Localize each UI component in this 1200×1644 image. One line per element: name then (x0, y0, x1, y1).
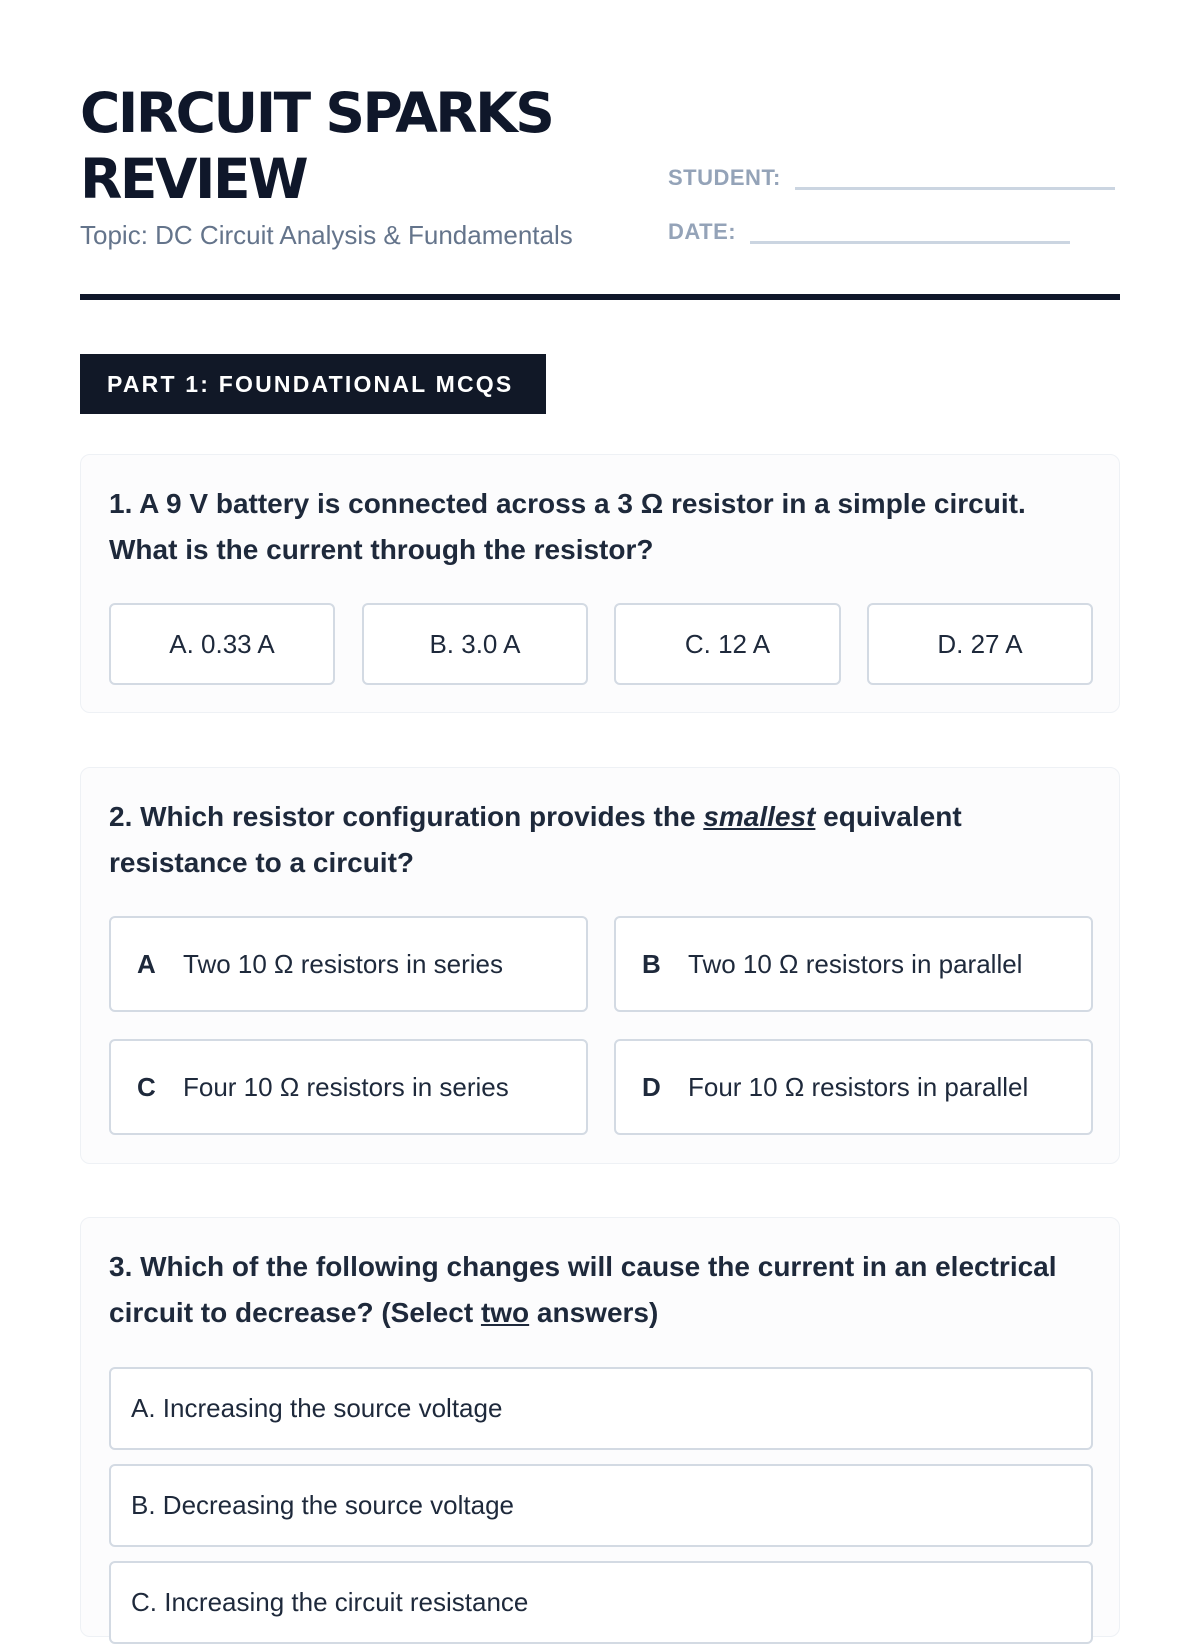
title-line-1: CIRCUIT SPARKS (80, 81, 553, 145)
question-1-text: 1. A 9 V battery is connected across a 3 Ω resistor in a simple circuit. What is the current through the resistor? (109, 488, 1026, 565)
q2-option-c-text: Four 10 Ω resistors in series (183, 1071, 509, 1102)
question-3-text-before: 3. Which of the following changes will cause the current in an electrical circuit to decrease? (Select (109, 1251, 1057, 1328)
question-3-text (109, 1244, 1069, 1336)
student-input-line[interactable] (795, 187, 1115, 190)
q2-option-a-letter: A (137, 948, 156, 979)
q1-option-a[interactable]: A. 0.33 A (109, 603, 335, 685)
page-title (80, 80, 680, 212)
question-2-text (109, 794, 1069, 886)
q1-option-d[interactable]: D. 27 A (867, 603, 1093, 685)
question-card-2 (80, 767, 1120, 1164)
q2-option-b[interactable] (614, 916, 1093, 1012)
q2-option-c[interactable] (109, 1039, 588, 1135)
q2-option-c-letter: C (137, 1071, 156, 1102)
section-label: PART 1: FOUNDATIONAL MCQS (80, 354, 546, 414)
question-3-emphasis: two (480, 1297, 530, 1328)
q2-option-d[interactable] (614, 1039, 1093, 1135)
date-label: DATE: (668, 219, 737, 244)
q3-option-a[interactable]: A. Increasing the source voltage (109, 1367, 1093, 1450)
q2-option-b-letter: B (642, 948, 661, 979)
question-2-emphasis: smallest (703, 801, 816, 832)
header-divider (80, 294, 1120, 300)
student-field (668, 164, 1115, 192)
q2-option-d-text: Four 10 Ω resistors in parallel (688, 1071, 1029, 1102)
question-2-text-after: equivalent resistance to a circuit? (109, 801, 962, 878)
q1-option-b[interactable]: B. 3.0 A (362, 603, 588, 685)
date-input-line[interactable] (750, 241, 1070, 244)
q2-option-d-letter: D (642, 1071, 661, 1102)
title-line-2: REVIEW (80, 147, 307, 211)
q2-option-a-text: Two 10 Ω resistors in series (183, 948, 503, 979)
q3-option-c[interactable]: C. Increasing the circuit resistance (109, 1561, 1093, 1644)
topic-subtitle: Topic: DC Circuit Analysis & Fundamentals (80, 220, 573, 250)
q2-option-a[interactable] (109, 916, 588, 1012)
question-3-text-after: answers) (529, 1297, 659, 1328)
q3-option-b[interactable]: B. Decreasing the source voltage (109, 1464, 1093, 1547)
date-field (668, 218, 1070, 246)
worksheet-page (80, 0, 1120, 1617)
question-card-3 (80, 1217, 1120, 1637)
q1-option-c[interactable]: C. 12 A (614, 603, 841, 685)
question-2-text-before: 2. Which resistor configuration provides the (109, 801, 704, 832)
q2-option-b-text: Two 10 Ω resistors in parallel (688, 948, 1023, 979)
student-label: STUDENT: (668, 165, 781, 190)
question-card-1 (80, 454, 1120, 713)
